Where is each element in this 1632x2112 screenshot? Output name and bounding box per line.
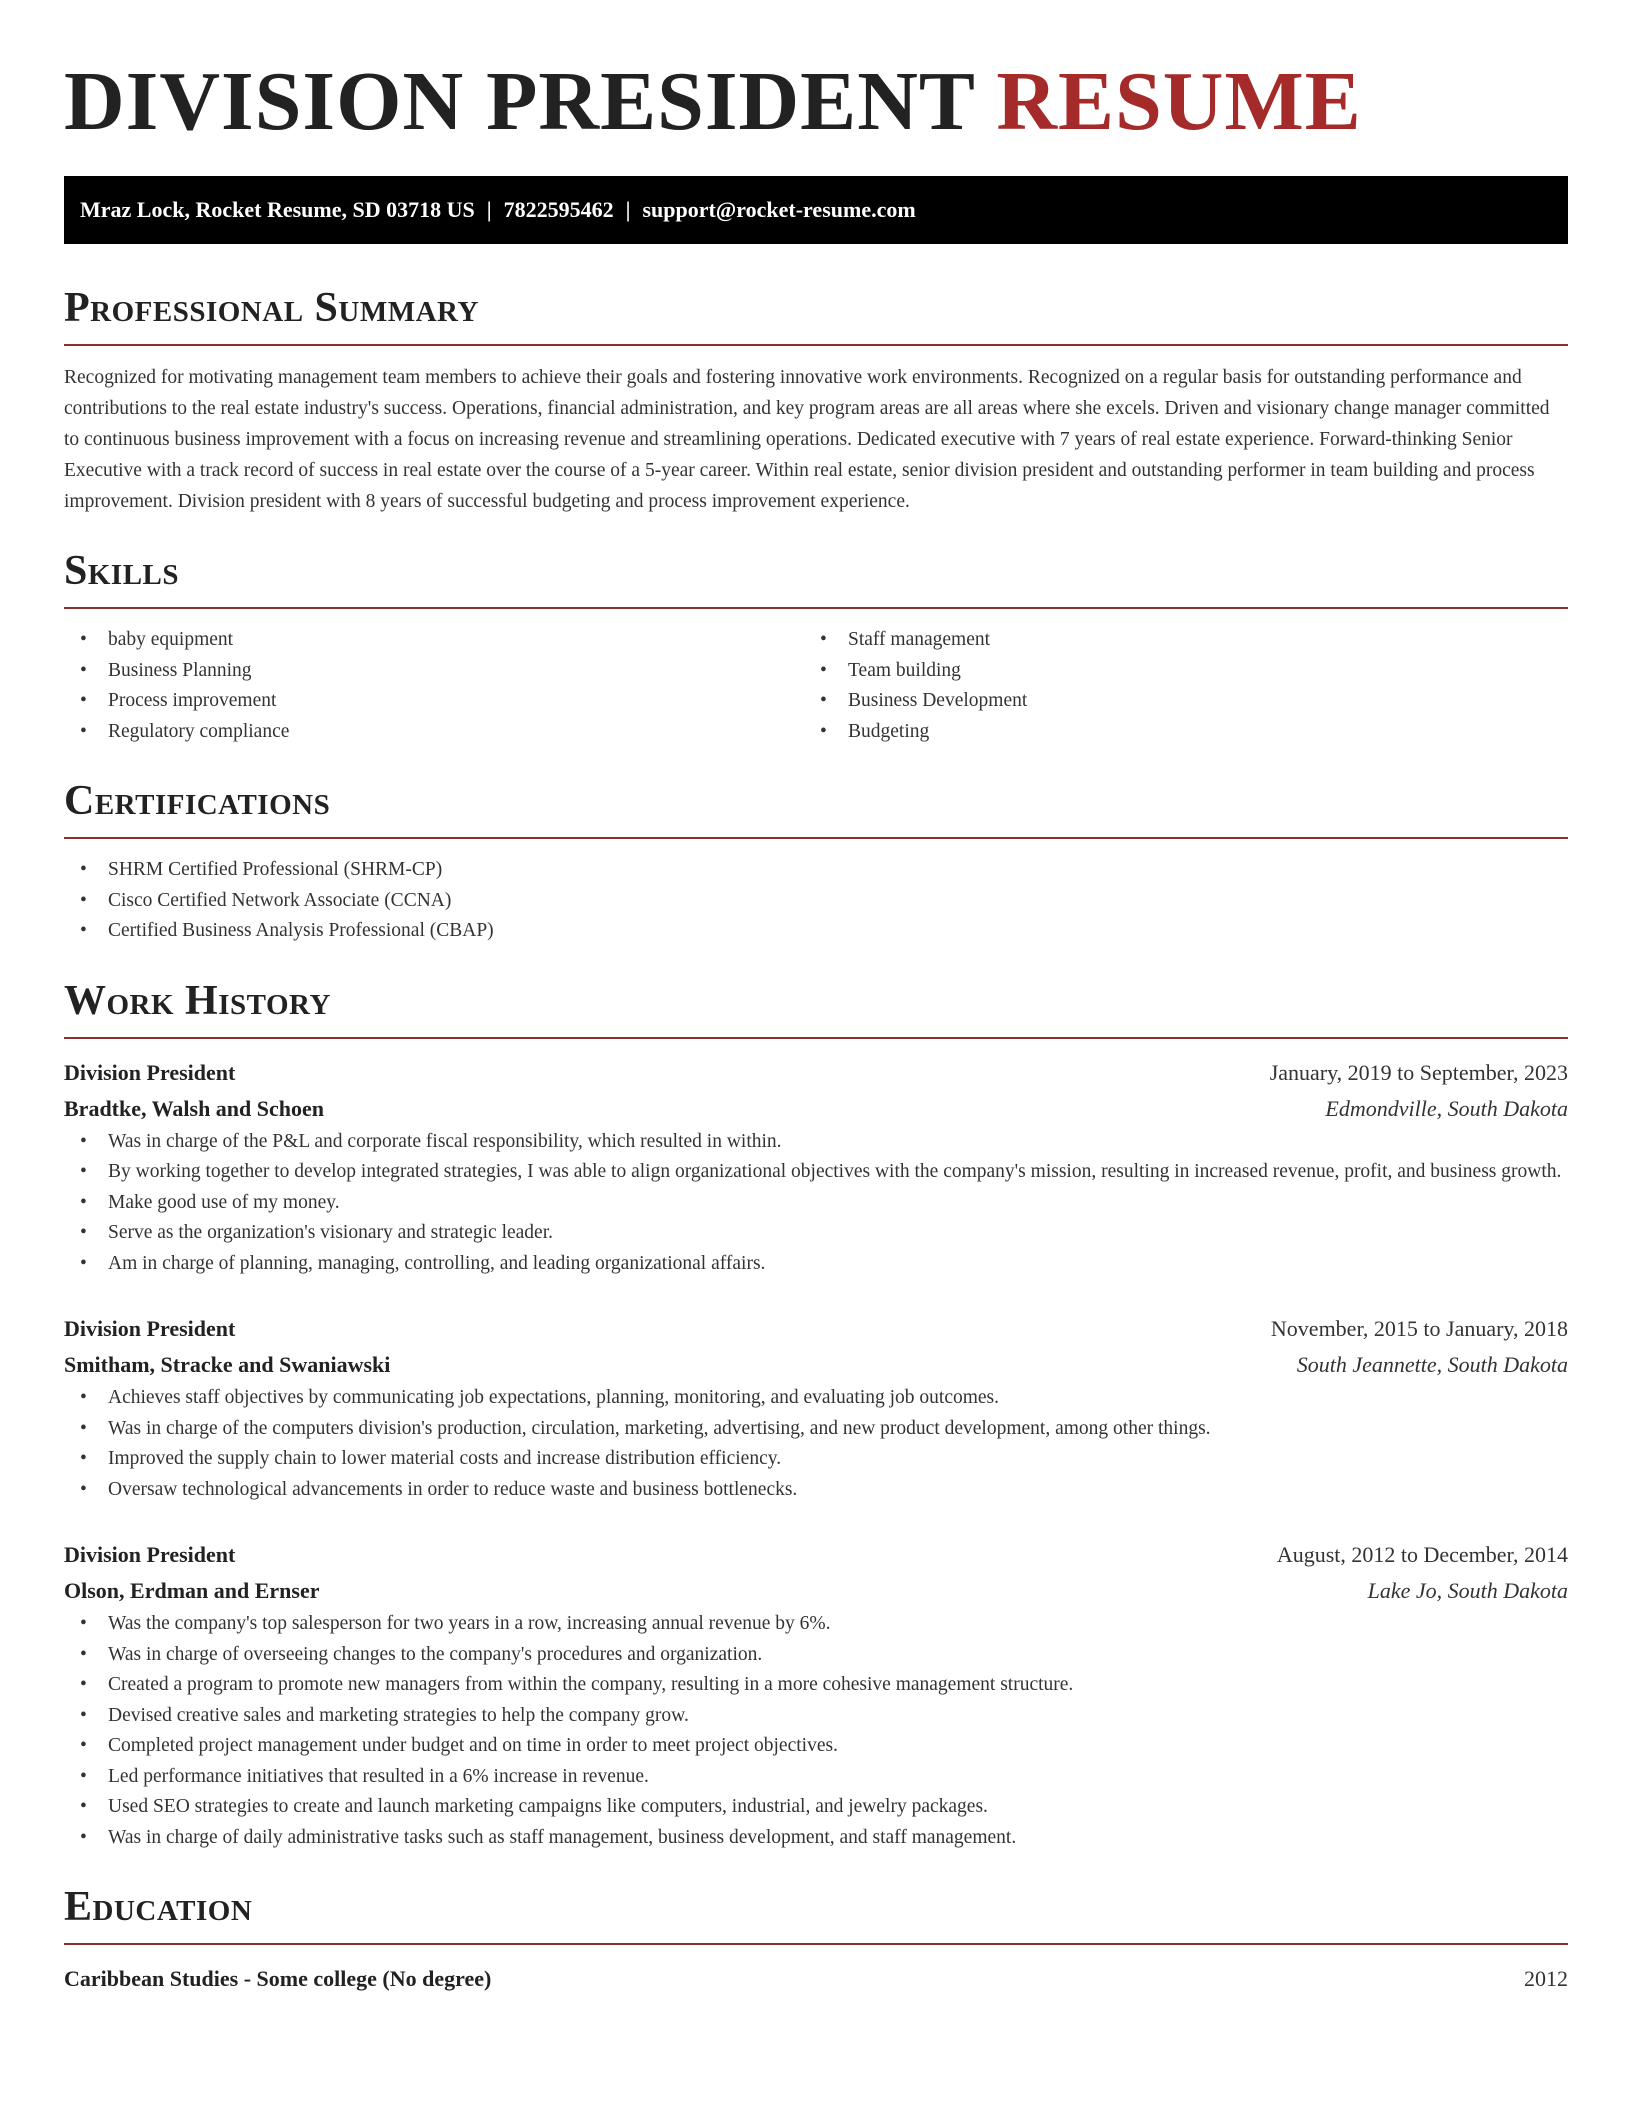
- job-bullet: • Improved the supply chain to lower material costs and increase distribution efficiency.: [64, 1444, 1568, 1475]
- skills-section: [64, 545, 1568, 747]
- education-header: [64, 1961, 1568, 1997]
- job-dates: January, 2019 to September, 2023: [1269, 1059, 1568, 1085]
- skill-item: • Budgeting: [804, 717, 1544, 748]
- certification-item: • Cisco Certified Network Associate (CCNA): [64, 886, 1568, 917]
- certifications-section: [64, 775, 1568, 947]
- education-year: 2012: [1524, 1966, 1568, 1991]
- job-subheader: [64, 1091, 1568, 1127]
- job-bullets: [64, 1127, 1568, 1280]
- job-bullet: • Led performance initiatives that resulted in a 6% increase in revenue.: [64, 1762, 1568, 1793]
- work-history-heading: Work History: [64, 977, 331, 1024]
- section-divider: [64, 1037, 1568, 1039]
- job-entry: [64, 1537, 1568, 1853]
- job-location: Edmondville, South Dakota: [1325, 1095, 1568, 1121]
- skills-heading: Skills: [64, 548, 180, 594]
- job-bullets: [64, 1383, 1568, 1505]
- job-bullet: • Oversaw technological advancements in order to reduce waste and business bottlenecks.: [64, 1475, 1568, 1506]
- title-accent: RESUME: [996, 55, 1362, 148]
- work-history-section: [64, 975, 1568, 1854]
- education-heading: Education: [64, 1884, 253, 1930]
- job-title: Division President: [64, 1542, 236, 1567]
- resume-content: [64, 52, 1568, 1997]
- job-bullet: • Used SEO strategies to create and launch marketing campaigns like computers, industrial, and jewelry packages.: [64, 1792, 1568, 1823]
- section-divider: [64, 1943, 1568, 1945]
- skills-list-left: [64, 625, 804, 747]
- job-company: Bradtke, Walsh and Schoen: [64, 1095, 325, 1121]
- job-bullets: [64, 1609, 1568, 1853]
- skill-item: • Team building: [804, 656, 1544, 687]
- certification-item: • SHRM Certified Professional (SHRM-CP): [64, 855, 1568, 886]
- job-title: Division President: [64, 1059, 236, 1085]
- job-bullet: • Was in charge of the computers division's production, circulation, marketing, advertising, and new product development, among other things.: [64, 1414, 1568, 1445]
- job-location: South Jeannette, South Dakota: [1296, 1352, 1568, 1377]
- job-entry: [64, 1055, 1568, 1280]
- job-bullet: • Completed project management under budget and on time in order to meet project objectives.: [64, 1731, 1568, 1762]
- job-bullet: • Am in charge of planning, managing, controlling, and leading organizational affairs.: [64, 1249, 1568, 1280]
- job-title: Division President: [64, 1316, 236, 1341]
- job-bullet: • Serve as the organization's visionary and strategic leader.: [64, 1218, 1568, 1249]
- contact-bar: [64, 176, 1568, 244]
- skill-item: • Regulatory compliance: [64, 717, 804, 748]
- certifications-heading: Certifications: [64, 778, 331, 824]
- job-header: [64, 1055, 1568, 1091]
- contact-separator: |: [625, 197, 631, 222]
- section-divider: [64, 837, 1568, 839]
- skills-grid: [64, 625, 1568, 747]
- contact-phone: 7822595462: [503, 197, 614, 222]
- job-bullet: • Was the company's top salesperson for two years in a row, increasing annual revenue by 6%.: [64, 1609, 1568, 1640]
- contact-separator: |: [486, 197, 492, 222]
- summary-heading: Professional Summary: [64, 285, 479, 331]
- summary-text: Recognized for motivating management team members to achieve their goals and fostering innovative work environments. Recognized on a regular basis for outstanding performance and contributions to the real estate industry's success. Operations, financial administration, and key program areas are all areas where she excels. Driven and visionary change manager committed to continuous business improvement with a focus on increasing revenue and streamlining operations. Dedicated executive with 7 years of real estate experience. Forward-thinking Senior Executive with a track record of success in real estate over the course of a 5-year career. Within real estate, senior division president and outstanding performer in team building and process improvement. Division president with 8 years of successful budgeting and process improvement experience.: [64, 367, 1550, 512]
- skill-item: • baby equipment: [64, 625, 804, 656]
- education-section: [64, 1881, 1568, 1997]
- certification-item: • Certified Business Analysis Professional (CBAP): [64, 916, 1568, 947]
- skill-item: • Staff management: [804, 625, 1544, 656]
- section-divider: [64, 607, 1568, 609]
- job-company: Smitham, Stracke and Swaniawski: [64, 1352, 391, 1377]
- job-bullet: • Achieves staff objectives by communicating job expectations, planning, monitoring, and evaluating job outcomes.: [64, 1383, 1568, 1414]
- summary-section: [64, 282, 1568, 517]
- skills-list-right: [804, 625, 1544, 747]
- job-subheader: [64, 1573, 1568, 1609]
- job-bullet: • By working together to develop integrated strategies, I was able to align organizational objectives with the company's mission, resulting in increased revenue, profit, and business growth.: [64, 1157, 1568, 1188]
- skill-item: • Business Development: [804, 686, 1544, 717]
- job-entry: [64, 1311, 1568, 1505]
- job-dates: August, 2012 to December, 2014: [1276, 1542, 1568, 1567]
- contact-email: support@rocket-resume.com: [642, 197, 916, 222]
- contact-address: Mraz Lock, Rocket Resume, SD 03718 US: [80, 197, 475, 222]
- job-bullet: • Was in charge of daily administrative tasks such as staff management, business development, and staff management.: [64, 1823, 1568, 1854]
- job-company: Olson, Erdman and Ernser: [64, 1578, 320, 1603]
- job-header: [64, 1537, 1568, 1573]
- job-bullet: • Was in charge of overseeing changes to the company's procedures and organization.: [64, 1640, 1568, 1671]
- job-bullet: • Devised creative sales and marketing strategies to help the company grow.: [64, 1701, 1568, 1732]
- education-entry: [64, 1961, 1568, 1997]
- section-divider: [64, 344, 1568, 346]
- job-bullet: • Make good use of my money.: [64, 1188, 1568, 1219]
- job-bullet: • Created a program to promote new managers from within the company, resulting in a more cohesive management structure.: [64, 1670, 1568, 1701]
- skill-item: • Process improvement: [64, 686, 804, 717]
- resume-title: [64, 52, 1568, 152]
- certifications-list: [64, 855, 1568, 947]
- job-bullet: • Was in charge of the P&L and corporate fiscal responsibility, which resulted in within.: [64, 1127, 1568, 1158]
- skill-item: • Business Planning: [64, 656, 804, 687]
- job-dates: November, 2015 to January, 2018: [1270, 1316, 1568, 1341]
- title-main: DIVISION PRESIDENT: [64, 55, 975, 148]
- education-degree: Caribbean Studies - Some college (No degree): [64, 1966, 492, 1991]
- job-header: [64, 1311, 1568, 1347]
- job-subheader: [64, 1347, 1568, 1383]
- job-location: Lake Jo, South Dakota: [1367, 1578, 1568, 1603]
